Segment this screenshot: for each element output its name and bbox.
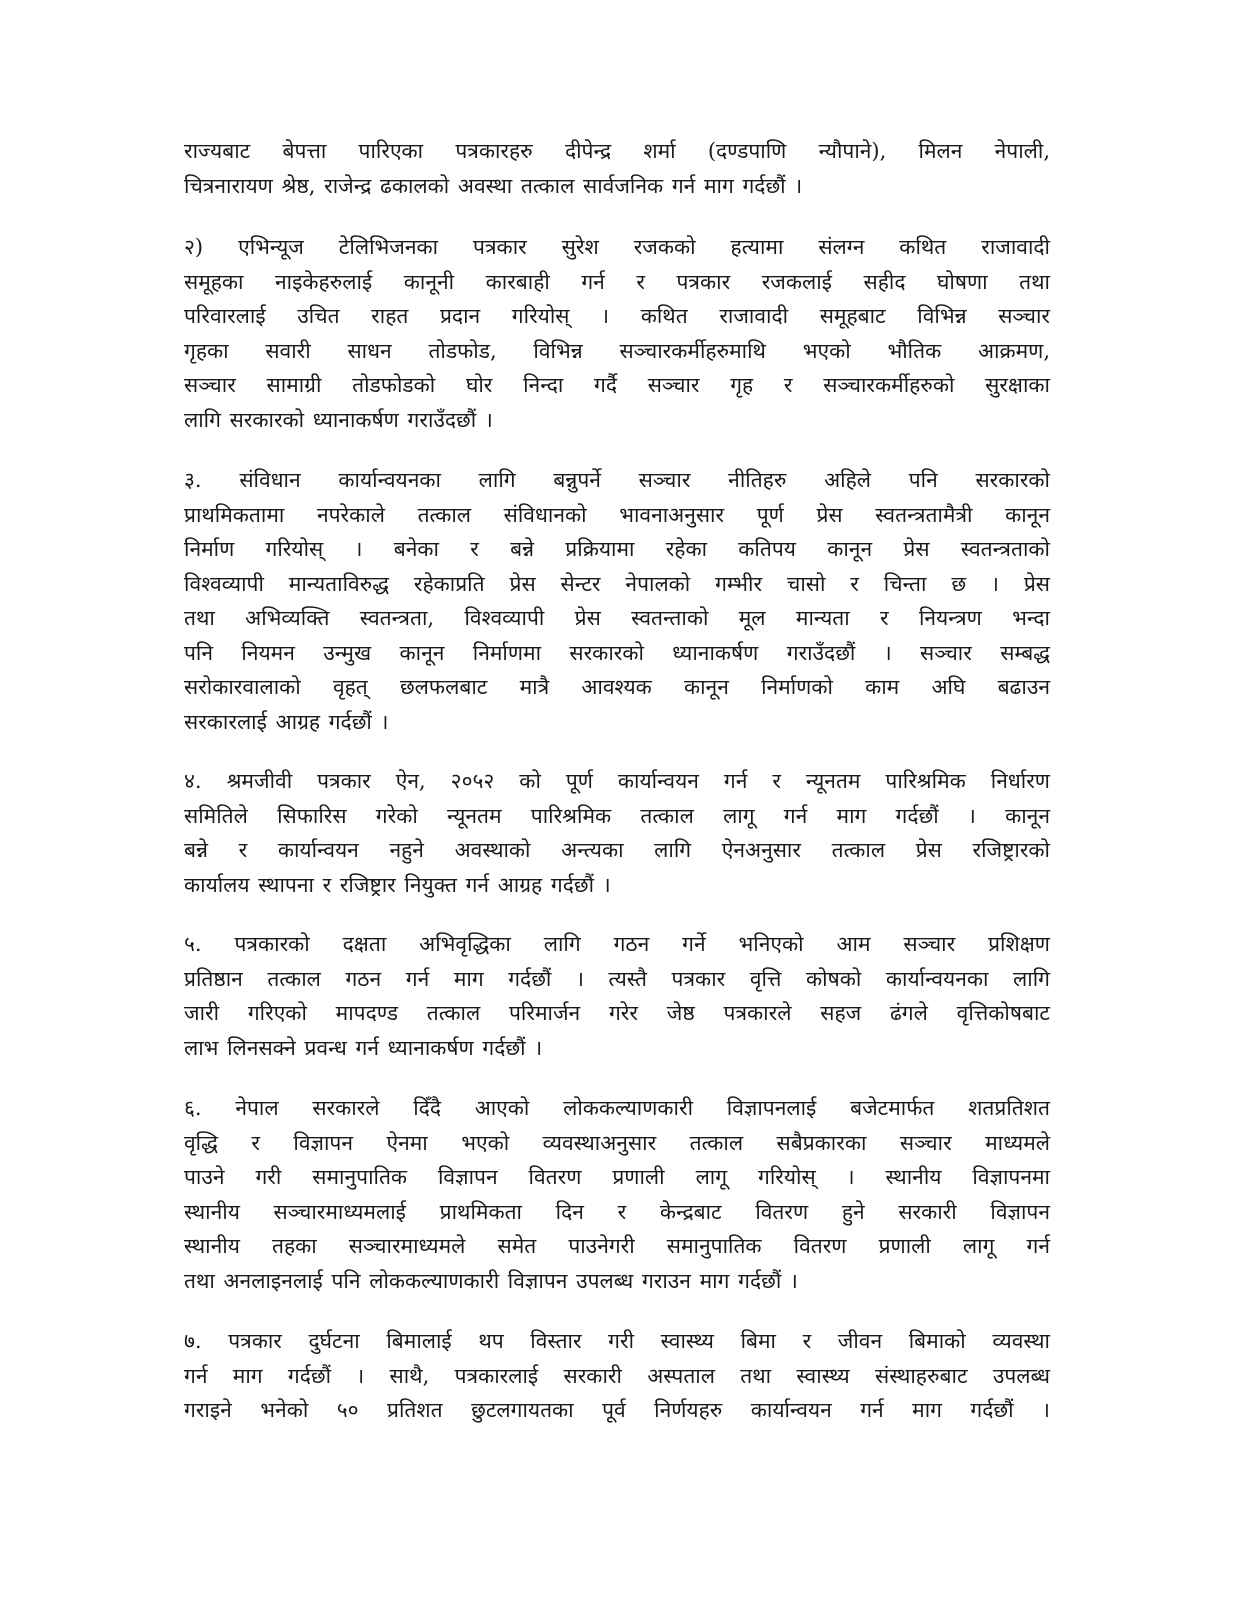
text-line: ७. पत्रकार दुर्घटना बिमालाई थप विस्तार गरी स्वास्थ्य बिमा र जीवन बिमाको व्यवस्था	[184, 1329, 1050, 1353]
text-line: ६. नेपाल सरकारले दिँदै आएको लोककल्याणकारी विज्ञापनलाई बजेटमार्फत शतप्रतिशत	[184, 1096, 1050, 1120]
text-line: वृद्धि र विज्ञापन ऐनमा भएको व्यवस्थाअनुसार तत्काल सबैप्रकारका सञ्चार माध्यमले	[184, 1130, 1050, 1155]
text-line: गराइने भनेको ५० प्रतिशत छुटलगायतका पूर्व निर्णयहरु कार्यान्वयन गर्न माग गर्दछौं ।	[184, 1398, 1050, 1422]
text-line: निर्माण गरियोस् । बनेका र बन्ने प्रक्रियामा रहेका कतिपय कानून प्रेस स्वतन्त्रताको	[184, 537, 1050, 561]
text-line: गर्न माग गर्दछौं । साथै, पत्रकारलाई सरकारी अस्पताल तथा स्वास्थ्य संस्थाहरुबाट उपलब्ध	[184, 1363, 1050, 1388]
text-line: विश्वव्यापी मान्यताविरुद्ध रहेकाप्रति प्रेस सेन्टर नेपालको गम्भीर चासो र चिन्ता छ । प्रेस	[184, 571, 1050, 596]
text-line: २) एभिन्यूज टेलिभिजनका पत्रकार सुरेश रजकको हत्यामा संलग्न कथित राजावादी	[184, 235, 1050, 259]
text-line: गृहका सवारी साधन तोडफोड, विभिन्न सञ्चारकर्मीहरुमाथि भएको भौतिक आक्रमण,	[184, 338, 1050, 363]
text-line: लाभ लिनसक्ने प्रवन्ध गर्न ध्यानाकर्षण गर्दछौं ।	[184, 1035, 543, 1060]
text-line: ४. श्रमजीवी पत्रकार ऐन, २०५२ को पूर्ण कार्यान्वयन गर्न र न्यूनतम पारिश्रमिक निर्धारण	[184, 769, 1050, 793]
text-line: ३. संविधान कार्यान्वयनका लागि बन्नुपर्ने सञ्चार नीतिहरु अहिले पनि सरकारको	[184, 468, 1050, 492]
paragraph-point-5	[184, 927, 1050, 1065]
text-line: जारी गरिएको मापदण्ड तत्काल परिमार्जन गरेर जेष्ठ पत्रकारले सहज ढंगले वृत्तिकोषबाट	[184, 1001, 1050, 1025]
text-line: प्राथमिकतामा नपरेकाले तत्काल संविधानको भावनाअनुसार पूर्ण प्रेस स्वतन्त्रतामैत्री कानून	[184, 502, 1050, 527]
text-line: सञ्चार सामाग्री तोडफोडको घोर निन्दा गर्दै सञ्चार गृह र सञ्चारकर्मीहरुको सुरक्षाका	[184, 373, 1050, 397]
text-line: तथा अनलाइनलाई पनि लोककल्याणकारी विज्ञापन उपलब्ध गराउन माग गर्दछौं ।	[184, 1268, 798, 1293]
paragraph-point-2	[184, 230, 1050, 437]
paragraph-continuation	[184, 134, 1050, 203]
text-line: बन्ने र कार्यान्वयन नहुने अवस्थाको अन्त्यका लागि ऐनअनुसार तत्काल प्रेस रजिष्ट्रारको	[184, 838, 1050, 862]
text-line: सरोकारवालाको वृहत् छलफलबाट मात्रै आवश्यक कानून निर्माणको काम अघि बढाउन	[184, 675, 1050, 699]
text-line: लागि सरकारको ध्यानाकर्षण गराउँदछौं ।	[184, 407, 493, 432]
text-line: समितिले सिफारिस गरेको न्यूनतम पारिश्रमिक तत्काल लागू गर्न माग गर्दछौं । कानून	[184, 803, 1050, 828]
text-line: पाउने गरी समानुपातिक विज्ञापन वितरण प्रणाली लागू गरियोस् । स्थानीय विज्ञापनमा	[184, 1165, 1050, 1189]
text-line: समूहका नाइकेहरुलाई कानूनी कारबाही गर्न र पत्रकार रजकलाई सहीद घोषणा तथा	[184, 269, 1050, 294]
text-line: कार्यालय स्थापना र रजिष्ट्रार नियुक्त गर्न आग्रह गर्दछौं ।	[184, 872, 611, 897]
text-line: तथा अभिव्यक्ति स्वतन्त्रता, विश्वव्यापी प्रेस स्वतन्ताको मूल मान्यता र नियन्त्रण भन्दा	[184, 606, 1050, 630]
text-line: स्थानीय सञ्चारमाध्यमलाई प्राथमिकता दिन र केन्द्रबाट वितरण हुने सरकारी विज्ञापन	[184, 1199, 1050, 1224]
text-line: चित्रनारायण श्रेष्ठ, राजेन्द्र ढकालको अवस्था तत्काल सार्वजनिक गर्न माग गर्दछौं ।	[184, 173, 803, 198]
text-line: ५. पत्रकारको दक्षता अभिवृद्धिका लागि गठन गर्ने भनिएको आम सञ्चार प्रशिक्षण	[184, 932, 1050, 956]
text-line: राज्यबाट बेपत्ता पारिएका पत्रकारहरु दीपेन्द्र शर्मा (दण्डपाणि न्यौपाने), मिलन नेपाली,	[184, 139, 1050, 163]
paragraph-point-6	[184, 1091, 1050, 1298]
text-line: पनि नियमन उन्मुख कानून निर्माणमा सरकारको ध्यानाकर्षण गराउँदछौं । सञ्चार सम्बद्ध	[184, 640, 1050, 665]
text-line: स्थानीय तहका सञ्चारमाध्यमले समेत पाउनेगरी समानुपातिक वितरण प्रणाली लागू गर्न	[184, 1234, 1050, 1258]
text-line: परिवारलाई उचित राहत प्रदान गरियोस् । कथित राजावादी समूहबाट विभिन्न सञ्चार	[184, 304, 1050, 328]
paragraph-point-3	[184, 463, 1050, 739]
document-page	[184, 134, 1050, 1450]
paragraph-point-4	[184, 764, 1050, 902]
text-line: सरकारलाई आग्रह गर्दछौं ।	[184, 709, 389, 734]
paragraph-point-7	[184, 1324, 1050, 1428]
text-line: प्रतिष्ठान तत्काल गठन गर्न माग गर्दछौं । त्यस्तै पत्रकार वृत्ति कोषको कार्यान्वयनका लागि	[184, 966, 1050, 991]
